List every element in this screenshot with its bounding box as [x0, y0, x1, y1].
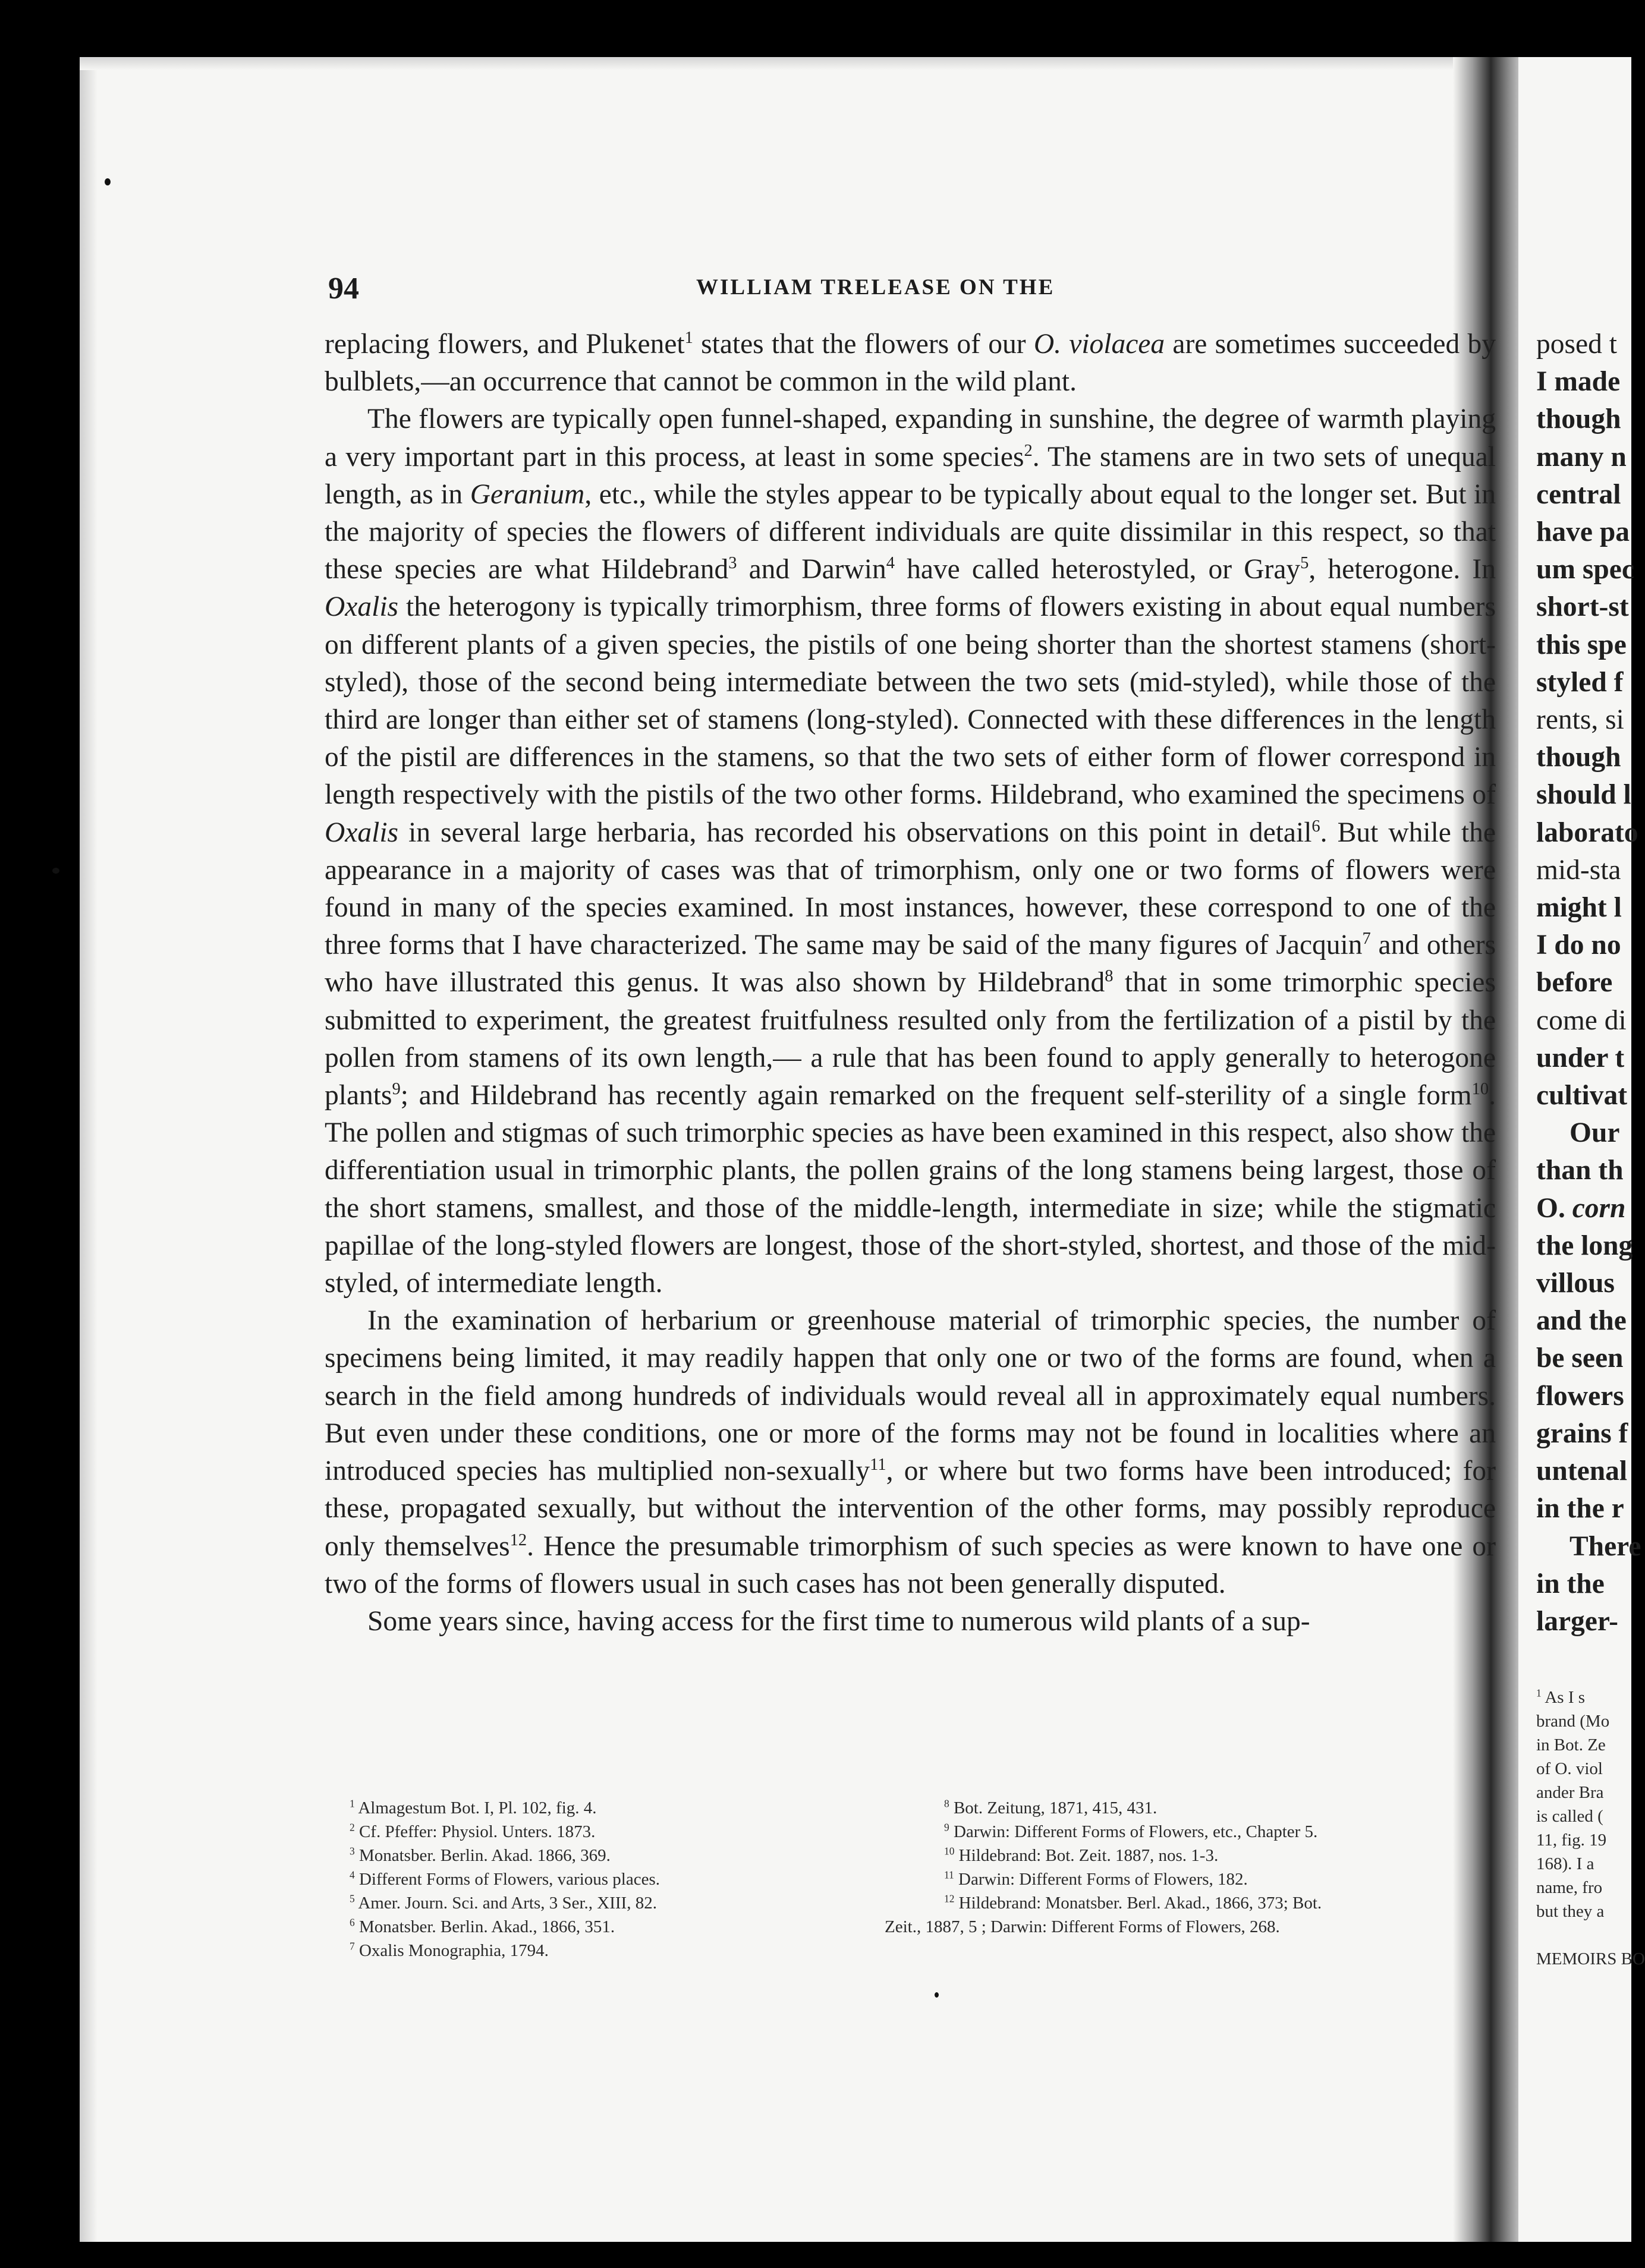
- scan-speck: [935, 1992, 939, 1998]
- footnote: $^2$ Cf. Pfeffer: Physiol. Unters. 1873.: [350, 1821, 596, 1841]
- facing-page-footnotes: [1536, 1686, 1645, 1971]
- facing-page-footnote-line: [1536, 1923, 1645, 1947]
- paragraph: The flowers are typically open funnel-shaped, expanding in sunshine, the degree of warmth playing a very important part in this process, at least in some species$^2$. The stamens are in two sets of unequal length, as in Geranium, etc., while the styles appear to be typically about equal to the longer set. But in the majority of species the flowers of different individuals are quite dissimilar in this respect, so that these species are what Hildebrand$^3$ and Darwin$^4$ have called heterostyled, or Gray$^5$, heterogone. In Oxalis the heterogony is typically trimorphism, three forms of flowers existing in about equal numbers on different plants of a given species, the pistils of one being shorter than the shortest stamens (short-styled), those of the second being intermediate between the two sets (mid-styled), while those of the third are longer than either set of stamens (long-styled). Connected with these differences in the length of the pistil are differences in the stamens, so that the two sets of either form of flower correspond in length respectively with the pistils of the two other forms. Hildebrand, who examined the specimens of Oxalis in several large herbaria, has recorded his observations on this point in detail$^6$. But while the appearance in a majority of cases was that of trimorphism, only one or two forms of flowers were found in many of the species examined. In most instances, however, these correspond to one of the three forms that I have characterized. The same may be said of the many figures of Jacquin$^7$ and others who have illustrated this genus. It was also shown by Hildebrand$^8$ that in some trimorphic species submitted to experiment, the greatest fruitfulness resulted only from the fertilization of a pistil by the pollen from stamens of its own length,— a rule that has been found to apply generally to heterogone plants$^9$; and Hildebrand has recently again remarked on the frequent self-sterility of a single form$^{10}$. The pollen and stigmas of such trimorphic species as have been examined in this respect, also show the differentiation usual in trimorphic plants, the pollen grains of the long stamens being largest, those of the short stamens, smallest, and those of the middle-length, intermediate in size; while the stigmatic papillae of the long-styled flowers are longest, those of the short-styled, shortest, and those of the mid-styled, of intermediate length.: [325, 404, 1496, 1299]
- facing-page-line: flowers: [1536, 1380, 1624, 1412]
- facing-page-text: [1536, 326, 1641, 1640]
- facing-page-line: come di: [1536, 1004, 1627, 1036]
- facing-page-footnote-line: 168). I a: [1536, 1854, 1594, 1873]
- facing-page-line: um spec: [1536, 554, 1634, 585]
- footnote: $^9$ Darwin: Different Forms of Flowers, etc., Chapter 5.: [944, 1821, 1318, 1841]
- page-header: [80, 271, 1453, 313]
- facing-page-footnote-line: is called (: [1536, 1807, 1603, 1826]
- facing-page-line: I made: [1536, 366, 1621, 398]
- facing-page-footnote-line: $^1$ As I s: [1536, 1687, 1586, 1707]
- facing-page-line: untenal: [1536, 1456, 1628, 1487]
- paragraph: In the examination of herbarium or greenhouse material of trimorphic species, the number of specimens being limited, it may readily happen that only one or two of the forms are found, when a search in the field among hundreds of individuals would reveal all in approximately equal numbers. But even under these conditions, one or more of the forms may not be found in localities where an introduced species has multiplied non-sexually$^{11}$, or where but two forms have been introduced; for these, propagated sexually, but without the intervention of the other forms, may possibly reproduce only themselves$^{12}$. Hence the presumable trimorphism of such species as were known to have one or two of the forms of flowers usual in such cases has not been generally disputed.: [325, 1305, 1496, 1599]
- facing-page-footnote-line: brand (Mo: [1536, 1712, 1610, 1731]
- paragraph: replacing flowers, and Plukenet$^1$ states that the flowers of our O. violacea are sometimes succeeded by bulblets,—an occurrence that cannot be common in the wild plant.: [325, 329, 1496, 398]
- footnote: $^3$ Monatsber. Berlin. Akad. 1866, 369.: [350, 1845, 611, 1865]
- footnote: $^5$ Amer. Journ. Sci. and Arts, 3 Ser., XIII, 82.: [350, 1892, 657, 1913]
- body-text: [325, 326, 1496, 1640]
- facing-page-line: and the: [1536, 1305, 1627, 1337]
- footnote: $^1$ Almagestum Bot. I, Pl. 102, fig. 4.: [350, 1797, 597, 1817]
- facing-page-line: laborato: [1536, 817, 1638, 848]
- facing-page-footnote-line: but they a: [1536, 1902, 1605, 1921]
- facing-page-line: many n: [1536, 441, 1627, 472]
- facing-page-line: be seen: [1536, 1343, 1624, 1374]
- facing-page-line: this spe: [1536, 629, 1627, 660]
- facing-page-line: Our: [1569, 1117, 1620, 1149]
- facing-page-line: There: [1569, 1530, 1641, 1562]
- facing-page-line: styled f: [1536, 666, 1624, 698]
- footnote: $^6$ Monatsber. Berlin. Akad., 1866, 351.: [350, 1916, 615, 1936]
- facing-page-line: might l: [1536, 892, 1622, 924]
- page-edge: [80, 57, 97, 2242]
- footnote: $^4$ Different Forms of Flowers, various places.: [350, 1869, 660, 1889]
- facing-page-footnote-line: 11, fig. 19: [1536, 1831, 1607, 1850]
- facing-page-line: than th: [1536, 1155, 1624, 1186]
- page-edge-top: [80, 57, 1518, 70]
- scan-speck: [105, 178, 111, 185]
- facing-page-footnote-line: name, fro: [1536, 1878, 1603, 1897]
- footnote: Zeit., 1887, 5 ; Darwin: Different Forms of Flowers, 268.: [885, 1917, 1280, 1936]
- facing-page-footnote-line: MEMOIRS BO: [1536, 1949, 1645, 1968]
- facing-page-line: before: [1536, 967, 1613, 998]
- footnotes-right-column: [885, 1796, 1493, 1939]
- facing-page-line: larger-: [1536, 1605, 1619, 1637]
- footnote: $^{10}$ Hildebrand: Bot. Zeit. 1887, nos. 1-3.: [944, 1845, 1219, 1865]
- footnote: $^{11}$ Darwin: Different Forms of Flowers, 182.: [944, 1869, 1248, 1889]
- facing-page-line: though: [1536, 742, 1621, 773]
- book-page: [80, 57, 1518, 2242]
- facing-page-line: have pa: [1536, 516, 1630, 548]
- facing-page-line: villous: [1536, 1268, 1615, 1299]
- page-number: 94: [328, 272, 359, 305]
- facing-page-line: should l: [1536, 779, 1631, 811]
- facing-page-fragment: [1518, 57, 1645, 2242]
- facing-page-line: posed t: [1536, 329, 1617, 360]
- facing-page-line: in the: [1536, 1568, 1605, 1599]
- facing-page-line: short-st: [1536, 591, 1629, 623]
- footnote: $^8$ Bot. Zeitung, 1871, 415, 431.: [944, 1797, 1158, 1817]
- facing-page-footnote-line: ander Bra: [1536, 1783, 1604, 1802]
- footnote: $^7$ Oxalis Monographia, 1794.: [350, 1940, 549, 1960]
- facing-page-line: I do no: [1536, 930, 1621, 961]
- facing-page-line: rents, si: [1536, 704, 1624, 736]
- footnotes-left-column: [328, 1796, 851, 1963]
- scan-speck: [52, 868, 59, 874]
- paragraph: Some years since, having access for the first time to numerous wild plants of a sup-: [367, 1605, 1310, 1637]
- facing-page-line: in the r: [1536, 1493, 1624, 1524]
- facing-page-line: though: [1536, 404, 1621, 435]
- facing-page-line: under t: [1536, 1042, 1625, 1073]
- footnote: $^{12}$ Hildebrand: Monatsber. Berl. Akad., 1866, 373; Bot.: [944, 1892, 1322, 1913]
- facing-page-line: mid-sta: [1536, 854, 1621, 886]
- facing-page-line: O. corn: [1536, 1192, 1626, 1224]
- facing-page-footnote-line: in Bot. Ze: [1536, 1735, 1606, 1754]
- facing-page-line: grains f: [1536, 1418, 1628, 1449]
- facing-page-line: cultivat: [1536, 1080, 1628, 1111]
- running-head: WILLIAM TRELEASE ON THE: [696, 275, 1055, 300]
- facing-page-line: central: [1536, 478, 1621, 510]
- facing-page-line: the long: [1536, 1230, 1633, 1261]
- facing-page-footnote-line: of O. viol: [1536, 1759, 1603, 1778]
